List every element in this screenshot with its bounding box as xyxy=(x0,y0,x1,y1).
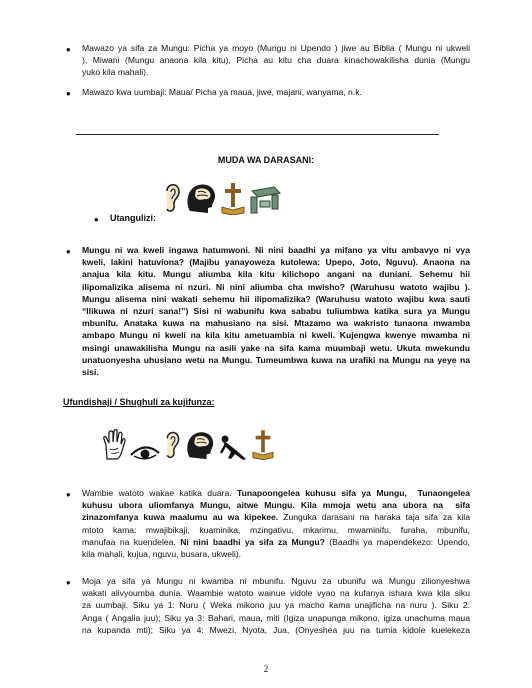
section-title: MUDA WA DARASANI: xyxy=(217,155,315,165)
desk-icon xyxy=(248,183,282,215)
horizontal-rule xyxy=(76,134,439,135)
paragraph-moja xyxy=(82,575,470,636)
text-line: wakati alivyoumba dunia. Waambie watoto wainue vidole vyao na kufanya ishara kwa kila siku xyxy=(82,588,470,599)
text-line: yuko kila mahali). xyxy=(82,67,149,78)
text-line: za uumbaji. Siku ya 1: Nuru ( Weka mikono juu ya macho kama unajificha na nuru ). Siku 2: xyxy=(82,600,470,611)
text-line: Mungu ni wa kweli ingawa hatumwoni. Ni nini baadhi ya mifano ya vitu ambavyo ni vya xyxy=(82,245,470,255)
hand-icon xyxy=(101,429,127,461)
text-line: sisi. xyxy=(82,367,99,378)
brain-head-icon xyxy=(184,429,216,461)
text-line: zinazomfanya kuwa maalumu au wa kipekee. Zunguka darasani na haraka taja sifa za kila xyxy=(82,512,470,523)
bullet-dot: • xyxy=(66,244,71,259)
text-line: Wambie watoto wakae katika duara. Tunapoongelea kuhusu sifa ya Mungu, Tunaongelea xyxy=(82,488,470,498)
text-line: kila mahali, kujua, nguvu, busara, ukweli). xyxy=(82,549,242,560)
icons-row-activities xyxy=(101,427,274,461)
utangulizi-label: Utangulizi: xyxy=(110,213,156,223)
text-line: Mawazo kwa uumbaji: Maua/ Picha ya maua, jiwe, majani, wanyama, n.k. xyxy=(82,87,362,97)
text-line: mbunifu. Anataka kuwa na mahusiano na sisi. Mtazamo wa wakristo tunaona mwamba xyxy=(82,318,470,329)
text-line: mtoto kama: mwajibikaji, kuaminika, mzingativu, mkarimu, mwaminifu, furaha, mbunifu, xyxy=(82,524,470,535)
text-line: ambapo Mungu ni kweli na kila kitu ametuambia ni kweli. Kujengwa kwenye mwamba ni xyxy=(82,330,470,341)
text-line: ), Miwani (Mungu anaona kila kitu), Picha au kitu cha duara kinachowakilisha dunia (Mungu xyxy=(82,55,470,66)
text-line: manufaa na kuendelea. Ni nini baadhi ya sifa za Mungu? (Baadhi ya mapendekezo: Upendo, xyxy=(82,536,470,547)
page-number: 2 xyxy=(263,664,269,674)
text-line: Anga ( Angalia juu); Siku ya 3: Bahari, maua, miti (Igiza unapunga mikono, igiza unachuma maua xyxy=(82,612,470,623)
bullet-dot: • xyxy=(66,575,71,590)
text-line: na kupanda mti); Siku ya 4: Mwezi, Nyota, Jua, (Onyeshea juu na tumia kidole kuelekeza xyxy=(82,624,470,635)
bullet-dot: • xyxy=(66,42,71,57)
activities-heading: Ufundishaji / Shughuli za kujifunza: xyxy=(63,397,215,407)
text-line: anajua kila kitu. Mungu aliumba kila kitu kilichopo angani na duniani. Sehemu hii xyxy=(82,269,470,280)
bullet-mawazo-sifa xyxy=(82,42,470,79)
bullet-dot: • xyxy=(94,212,99,227)
paragraph-wambie xyxy=(82,487,470,560)
bullet-mawazo-uumbaji xyxy=(82,86,470,98)
text-line: Mawazo ya sifa za Mungu: Picha ya moyo (Mungu ni Upendo ) jiwe au Biblia ( Mungu ni ukweli xyxy=(82,43,470,53)
ear-icon xyxy=(163,429,181,461)
text-line: “Ilikuwa ni nzuri sana!”) Sisi ni wabunifu kwa sababu tuliumbwa katika sura ya Mungu xyxy=(82,306,470,317)
paragraph-mungu xyxy=(82,244,470,378)
stretching-person-icon xyxy=(219,433,249,461)
icons-row-utangulizi xyxy=(163,181,282,215)
text-line: ilipomalizika alisema ni nzuri. Ni nini aliumba cha mwisho? (Waruhusu watoto wajibu ). xyxy=(82,281,470,292)
cross-book-icon xyxy=(252,427,274,461)
cross-book-icon xyxy=(221,181,245,215)
bullet-dot: • xyxy=(66,86,71,101)
text-line: kweli, lakini hatuviona? (Majibu yanayoweza kutolewa: Upepo, Joto, Nguvu). Anaona na xyxy=(82,257,470,268)
text-line: Mungu alisema nini wakati sehemu hii ilipomalizika? (Waruhusu watoto wajibu kwa sauti xyxy=(82,293,470,304)
text-line: Moja ya sifa ya Mungu ni kwamba ni mbunifu. Nguvu za ubunifu wa Mungu zilionyeshwa xyxy=(82,576,470,586)
eye-icon xyxy=(130,443,160,461)
text-line: msingi unawakilisha Mungu na asili yake na sifa kama muumbaji wetu. Ukuta mwekundu xyxy=(82,342,470,353)
text-line: unatuonyesha uhusiano wetu na Mungu. Tumeumbwa kuwa na urafiki na Mungu na yeye na xyxy=(82,354,470,365)
bullet-dot: • xyxy=(66,487,71,502)
ear-icon xyxy=(163,181,181,215)
brain-head-icon xyxy=(184,181,218,215)
text-line: kuhusu ubora uliomfanya Mungu, aitwe Mungu. Kila mmoja wetu ana ubora na sifa xyxy=(82,500,470,511)
